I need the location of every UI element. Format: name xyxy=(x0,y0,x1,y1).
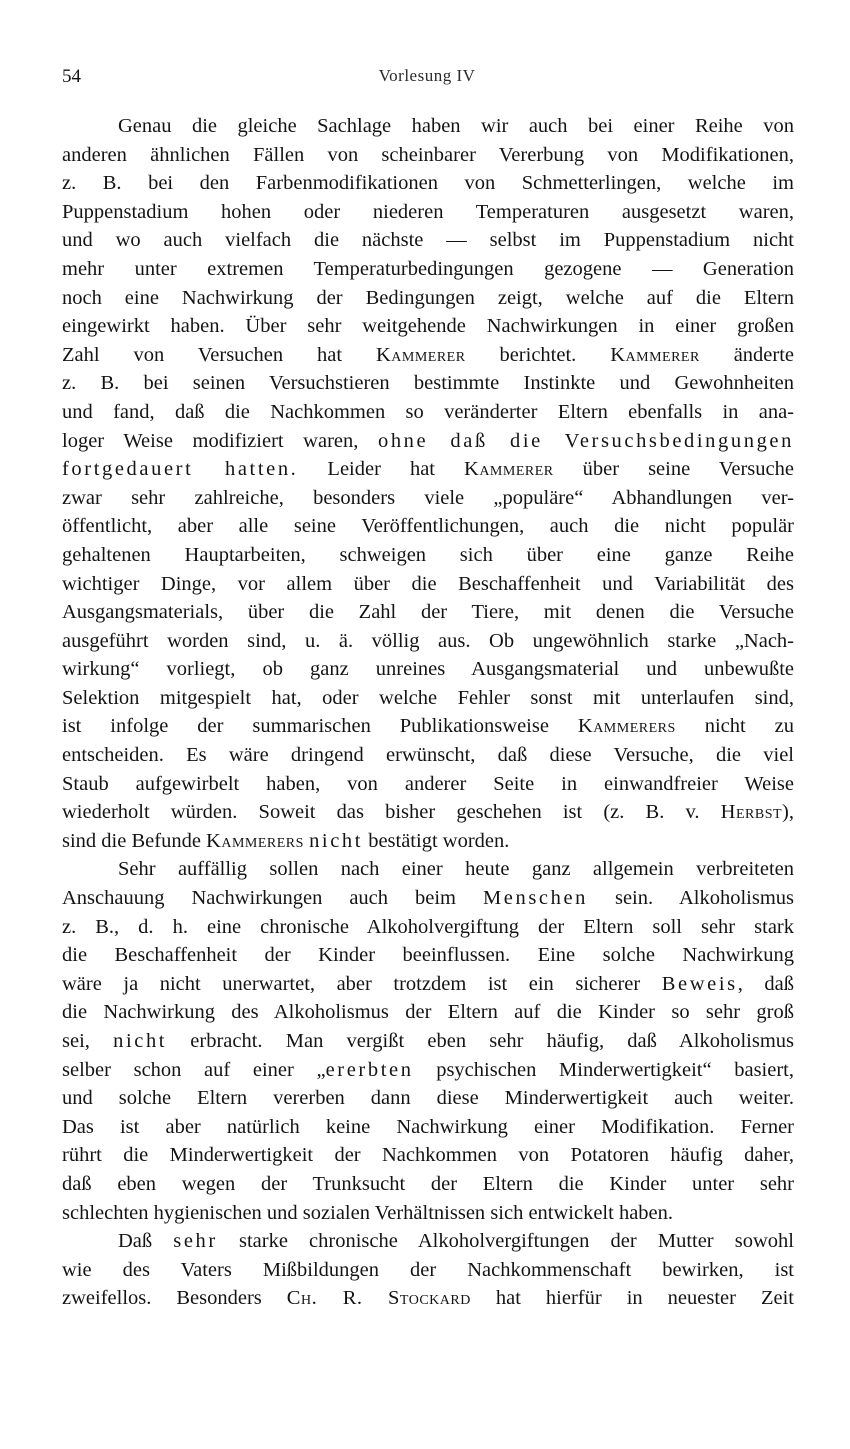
emphasis-text: nicht xyxy=(113,1030,168,1052)
text-line xyxy=(62,684,794,713)
author-name: Kammerers xyxy=(577,715,676,738)
text-line xyxy=(62,1170,794,1199)
text-segment: Zahl von Versuchen hat xyxy=(62,343,376,366)
text-line xyxy=(62,998,794,1027)
text-line xyxy=(62,570,794,599)
text-line xyxy=(62,112,794,141)
text-line xyxy=(62,255,794,284)
running-head: Vorlesung IV xyxy=(378,66,476,85)
text-segment: erbracht. Man vergißt eben sehr häufig, daß Alkoholismus xyxy=(167,1030,794,1052)
text-segment: z. B. bei seinen Versuchstieren bestimmte Instinkte und Gewohnheiten xyxy=(62,372,794,395)
text-line xyxy=(62,1113,794,1142)
text-segment: Selektion mitgespielt hat, oder welche Fehler sonst mit unterlaufen sind, xyxy=(62,686,794,709)
text-segment: berichtet. xyxy=(465,343,611,366)
text-line xyxy=(62,1027,794,1056)
text-line xyxy=(62,312,794,341)
author-name: Herbst xyxy=(720,801,783,824)
text-segment: sein. Alkoholismus xyxy=(588,887,794,910)
text-segment: hat hierfür in neuester Zeit xyxy=(470,1287,794,1310)
text-segment: zwar sehr zahlreiche, besonders viele „populäre“ Abhandlungen ver- xyxy=(62,486,794,509)
text-segment: psychischen Minderwertigkeit“ basiert, xyxy=(413,1058,794,1081)
text-segment: daß eben wegen der Trunksucht der Eltern die Kinder unter sehr xyxy=(62,1172,794,1195)
text-segment: z. B. bei den Farbenmodifikationen von Schmetterlingen, welche im xyxy=(62,172,794,195)
text-line xyxy=(62,341,794,370)
author-name: Kammerers xyxy=(206,829,304,852)
text-segment: anderen ähnlichen Fällen von scheinbarer Vererbung von Modifikationen, xyxy=(62,143,794,166)
text-segment: zweifellos. Besonders xyxy=(62,1287,287,1310)
text-segment: Das ist aber natürlich keine Nachwirkung einer Modifikation. Ferner xyxy=(62,1115,794,1138)
text-segment: die Beschaffenheit der Kinder beeinflussen. Eine solche Nachwirkung xyxy=(62,944,794,967)
text-segment: die Nachwirkung des Alkoholismus der Eltern auf die Kinder so sehr groß xyxy=(62,1001,794,1024)
text-line xyxy=(62,798,794,827)
page-header xyxy=(62,66,792,96)
text-line xyxy=(62,484,794,513)
text-segment: änderte xyxy=(699,343,795,366)
text-segment: Staub aufgewirbelt haben, von anderer Seite in einwandfreier Weise xyxy=(62,772,794,795)
text-line xyxy=(62,941,794,970)
text-segment: ), xyxy=(782,801,794,824)
text-line xyxy=(62,627,794,656)
author-name: Kammerer xyxy=(610,343,700,366)
text-segment: nicht zu xyxy=(675,715,794,738)
text-segment: ausgeführt worden sind, u. ä. völlig aus. Ob ungewöhnlich starke „Nach- xyxy=(62,629,794,652)
text-line xyxy=(62,427,794,456)
text-line xyxy=(62,1056,794,1085)
text-segment: öffentlicht, aber alle seine Veröffentlichungen, auch die nicht populär xyxy=(62,515,794,538)
text-line xyxy=(62,226,794,255)
text-segment: Daß xyxy=(118,1230,174,1253)
body-text xyxy=(62,112,794,1313)
text-line xyxy=(62,512,794,541)
page-number: 54 xyxy=(62,66,81,87)
text-line xyxy=(62,741,794,770)
emphasis-text: fortgedauert hatten. xyxy=(62,458,299,481)
text-segment: und fand, daß die Nachkommen so veränderter Eltern ebenfalls in ana- xyxy=(62,400,794,423)
text-segment: Genau die gleiche Sachlage haben wir auch bei einer Reihe von xyxy=(118,115,794,137)
text-segment: z. B., d. h. eine chronische Alkoholvergiftung der Eltern soll sehr stark xyxy=(62,915,794,938)
text-segment: sei, xyxy=(62,1030,114,1052)
text-segment: und solche Eltern vererben dann diese Minderwertigkeit auch weiter. xyxy=(62,1087,794,1110)
text-segment: bestätigt worden. xyxy=(363,829,510,852)
text-segment: Anschauung Nachwirkungen auch beim xyxy=(62,887,483,910)
text-segment: gehaltenen Hauptarbeiten, schweigen sich über eine ganze Reihe xyxy=(62,543,794,566)
text-segment: wichtiger Dinge, vor allem über die Beschaffenheit und Variabilität des xyxy=(62,572,794,595)
text-line xyxy=(62,970,794,999)
text-line xyxy=(62,712,794,741)
text-segment: wäre ja nicht unerwartet, aber trotzdem ist ein sicherer xyxy=(62,972,662,995)
paragraph xyxy=(62,855,794,1227)
text-segment: starke chronische Alkoholvergiftungen der Mutter sowohl xyxy=(217,1230,794,1253)
author-name: Kammerer xyxy=(464,458,554,481)
emphasis-text: Menschen xyxy=(482,887,589,910)
text-segment: rührt die Minderwertigkeit der Nachkommen von Potatoren häufig daher, xyxy=(62,1144,794,1167)
text-line xyxy=(62,1227,794,1256)
text-line xyxy=(62,169,794,198)
text-segment: Puppenstadium hohen oder niederen Temperaturen ausgesetzt waren, xyxy=(62,200,794,223)
text-line xyxy=(62,913,794,942)
paragraph xyxy=(62,112,794,855)
emphasis-text: ererbten xyxy=(325,1058,414,1081)
text-line xyxy=(62,141,794,170)
text-line xyxy=(62,284,794,313)
text-line xyxy=(62,1284,794,1313)
emphasis-text: nicht xyxy=(309,829,364,852)
text-segment: entscheiden. Es wäre dringend erwünscht, daß diese Versuche, die viel xyxy=(62,744,794,767)
text-segment: über seine Versuche xyxy=(553,458,794,481)
author-name: Kammerer xyxy=(375,343,466,366)
text-line xyxy=(62,455,794,484)
text-segment: Ausgangsmaterials, über die Zahl der Tiere, mit denen die Versuche xyxy=(62,601,794,624)
text-line xyxy=(62,1084,794,1113)
emphasis-text: sehr xyxy=(173,1230,218,1253)
paragraph xyxy=(62,1227,794,1313)
text-line xyxy=(62,855,794,884)
text-line xyxy=(62,398,794,427)
text-line xyxy=(62,1141,794,1170)
emphasis-text: Beweis xyxy=(661,972,738,995)
text-line xyxy=(62,770,794,799)
text-line xyxy=(62,827,794,856)
text-segment: schlechten hygienischen und sozialen Verhältnissen sich entwickelt haben. xyxy=(62,1201,674,1224)
text-segment: Leider hat xyxy=(298,458,465,481)
author-name: Ch. R. Stockard xyxy=(286,1287,471,1310)
text-segment: Sehr auffällig sollen nach einer heute ganz allgemein verbreiteten xyxy=(118,858,794,881)
text-line xyxy=(62,1199,794,1228)
text-segment: und wo auch vielfach die nächste — selbst im Puppenstadium nicht xyxy=(62,229,794,252)
text-line xyxy=(62,1256,794,1285)
text-segment: wiederholt würden. Soweit das bisher geschehen ist (z. B. v. xyxy=(62,801,721,824)
text-segment: eingewirkt haben. Über sehr weitgehende Nachwirkungen in einer großen xyxy=(62,315,794,338)
text-line xyxy=(62,884,794,913)
text-segment: selber schon auf einer „ xyxy=(62,1058,326,1081)
text-segment: loger Weise modifiziert waren, xyxy=(62,429,378,452)
text-segment: ist infolge der summarischen Publikationsweise xyxy=(62,715,578,738)
text-line xyxy=(62,369,794,398)
text-segment: , daß xyxy=(737,972,794,995)
text-segment: sind die Befunde xyxy=(62,829,207,852)
text-line xyxy=(62,198,794,227)
emphasis-text: ohne daß die Versuchsbedingungen xyxy=(377,429,794,452)
text-line xyxy=(62,541,794,570)
text-line xyxy=(62,655,794,684)
text-segment: mehr unter extremen Temperaturbedingungen gezogene — Generation xyxy=(62,257,794,280)
text-segment: wie des Vaters Mißbildungen der Nachkommenschaft bewirken, ist xyxy=(62,1258,794,1281)
text-segment: noch eine Nachwirkung der Bedingungen zeigt, welche auf die Eltern xyxy=(62,286,794,309)
text-segment: wirkung“ vorliegt, ob ganz unreines Ausgangsmaterial und unbewußte xyxy=(62,658,794,681)
text-line xyxy=(62,598,794,627)
